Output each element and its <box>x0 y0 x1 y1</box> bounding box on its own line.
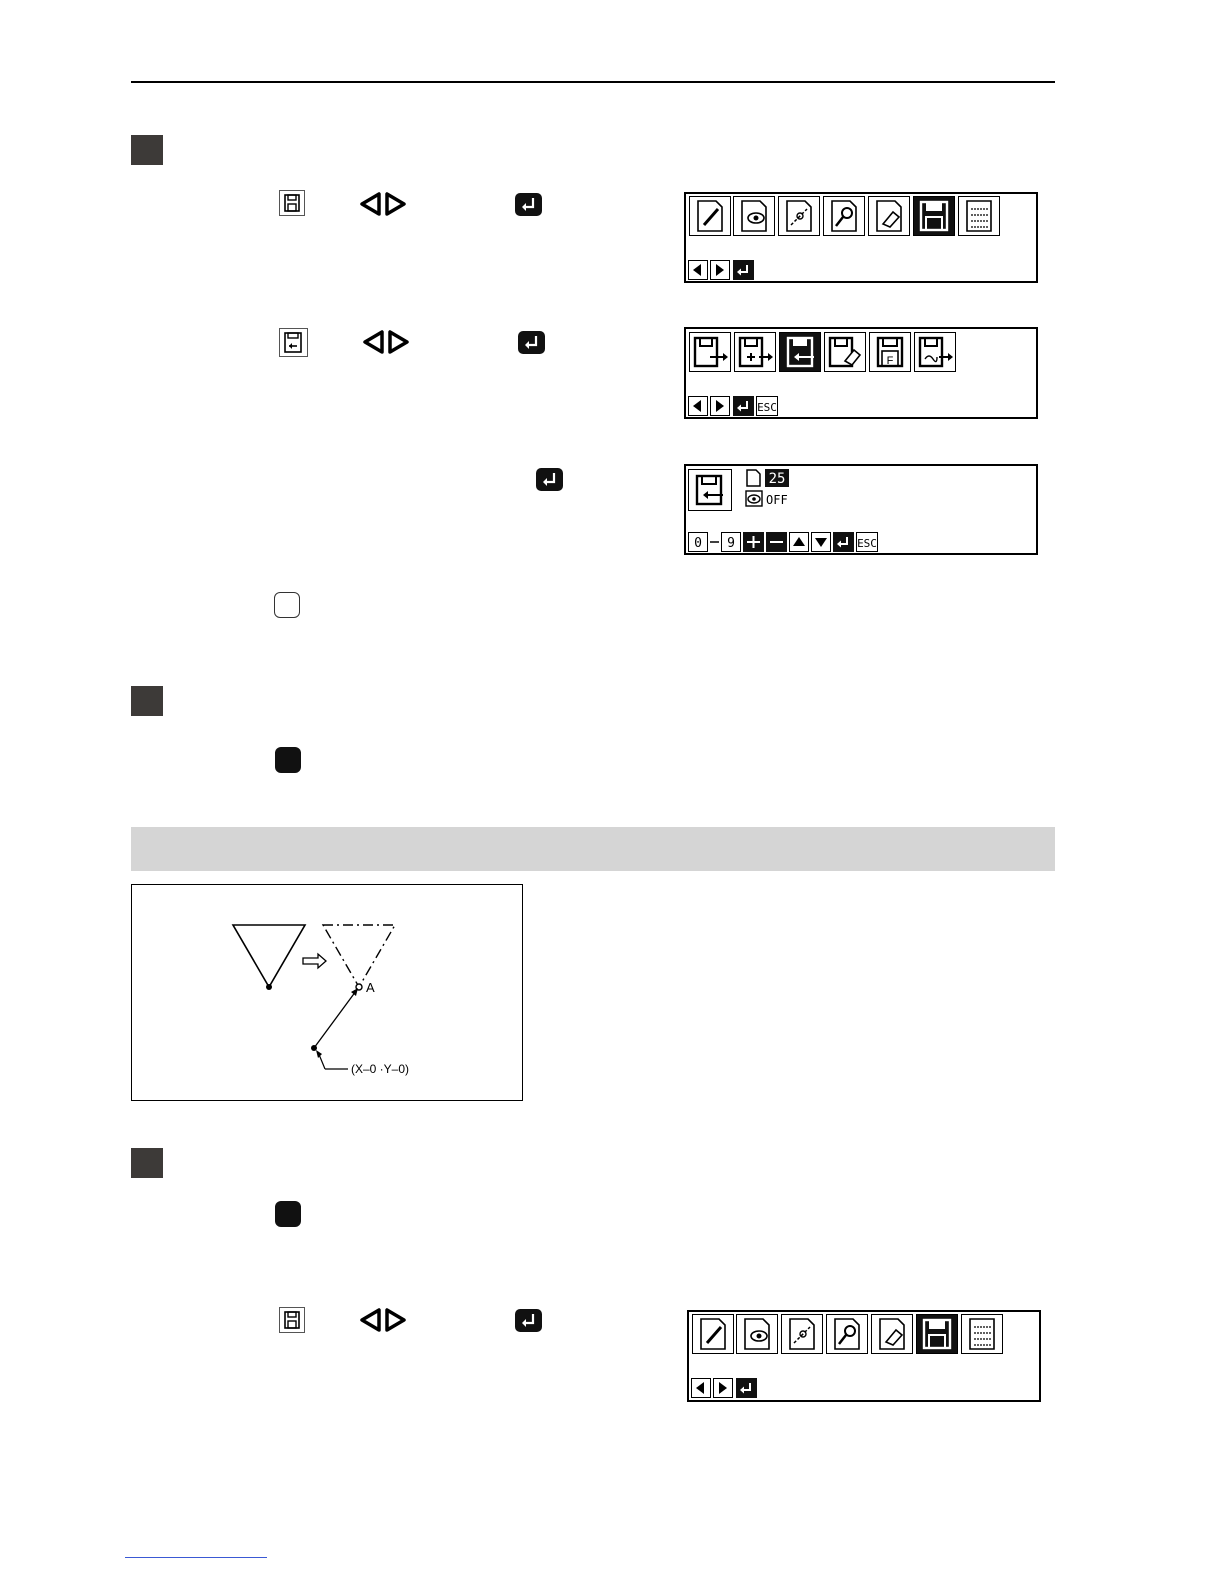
offset-line <box>314 991 356 1048</box>
lcd-main-menu-panel <box>684 192 1038 283</box>
origin-leader-arrowhead <box>316 1050 322 1058</box>
lcd-nav-keys <box>691 1378 759 1403</box>
stitch-icon[interactable] <box>781 1314 823 1354</box>
digit-range-start: 0 <box>694 536 702 551</box>
view-status-row <box>744 489 804 514</box>
view-icon[interactable] <box>733 196 775 236</box>
edit-icon[interactable] <box>692 1314 734 1354</box>
floppy-format-icon[interactable] <box>869 332 911 372</box>
format-label: F <box>886 355 894 367</box>
lcd-main-menu-panel <box>687 1310 1041 1402</box>
list-icon[interactable] <box>958 196 1000 236</box>
floppy-read-icon <box>688 469 732 511</box>
stitch-icon[interactable] <box>778 196 820 236</box>
lcd-floppy-menu-panel <box>684 327 1038 419</box>
floppy-disk-icon[interactable] <box>279 1307 305 1333</box>
offset-diagram <box>131 884 523 1101</box>
erase-icon[interactable] <box>868 196 910 236</box>
left-right-arrows-icon[interactable] <box>359 192 407 221</box>
floppy-disk-icon[interactable] <box>916 1314 958 1354</box>
offset-arrowhead <box>351 988 358 996</box>
lcd-nav-keys <box>688 260 756 285</box>
original-triangle <box>233 925 305 987</box>
view-status-value: OFF <box>766 493 788 507</box>
escape-key-label: ESC <box>757 401 777 414</box>
left-right-arrows-icon[interactable] <box>359 1308 407 1337</box>
enter-key-icon[interactable] <box>518 331 545 354</box>
enter-key-icon[interactable] <box>515 1309 542 1332</box>
floppy-load-icon[interactable] <box>279 328 308 357</box>
black-key[interactable] <box>275 1201 301 1227</box>
blank-key[interactable] <box>274 592 300 618</box>
escape-key-label: ESC <box>857 537 877 550</box>
left-right-arrows-icon[interactable] <box>362 330 410 359</box>
list-icon[interactable] <box>961 1314 1003 1354</box>
enter-key-icon[interactable] <box>536 468 563 491</box>
section-heading-band <box>131 827 1055 871</box>
point-a-label: A <box>366 980 375 995</box>
floppy-read-icon[interactable] <box>779 332 821 372</box>
enter-key-icon[interactable] <box>515 193 542 216</box>
black-key[interactable] <box>275 747 301 773</box>
lcd-read-settings-panel <box>684 464 1038 555</box>
step-marker-1 <box>131 135 163 165</box>
origin-label: (X–0 ·Y–0) <box>351 1062 410 1076</box>
floppy-rename-icon[interactable] <box>914 332 956 372</box>
moved-triangle <box>323 925 395 987</box>
move-arrow-icon <box>303 954 326 968</box>
floppy-disk-icon[interactable] <box>913 196 955 236</box>
erase-icon[interactable] <box>871 1314 913 1354</box>
lcd-numeric-keys <box>688 532 880 557</box>
settings-icon[interactable] <box>826 1314 868 1354</box>
step-marker-3 <box>131 1148 163 1178</box>
edit-icon[interactable] <box>689 196 731 236</box>
view-icon[interactable] <box>736 1314 778 1354</box>
floppy-disk-icon[interactable] <box>279 190 305 216</box>
floppy-write-icon[interactable] <box>689 332 731 372</box>
floppy-add-icon[interactable] <box>734 332 776 372</box>
settings-icon[interactable] <box>823 196 865 236</box>
step-marker-2 <box>131 686 163 716</box>
header-rule <box>131 81 1055 83</box>
floppy-erase-icon[interactable] <box>824 332 866 372</box>
footer-link-underline[interactable] <box>125 1557 267 1558</box>
page-number-value: 25 <box>768 471 786 487</box>
digit-range-end: 9 <box>727 536 735 551</box>
original-point <box>266 984 272 990</box>
lcd-nav-keys <box>688 396 780 421</box>
